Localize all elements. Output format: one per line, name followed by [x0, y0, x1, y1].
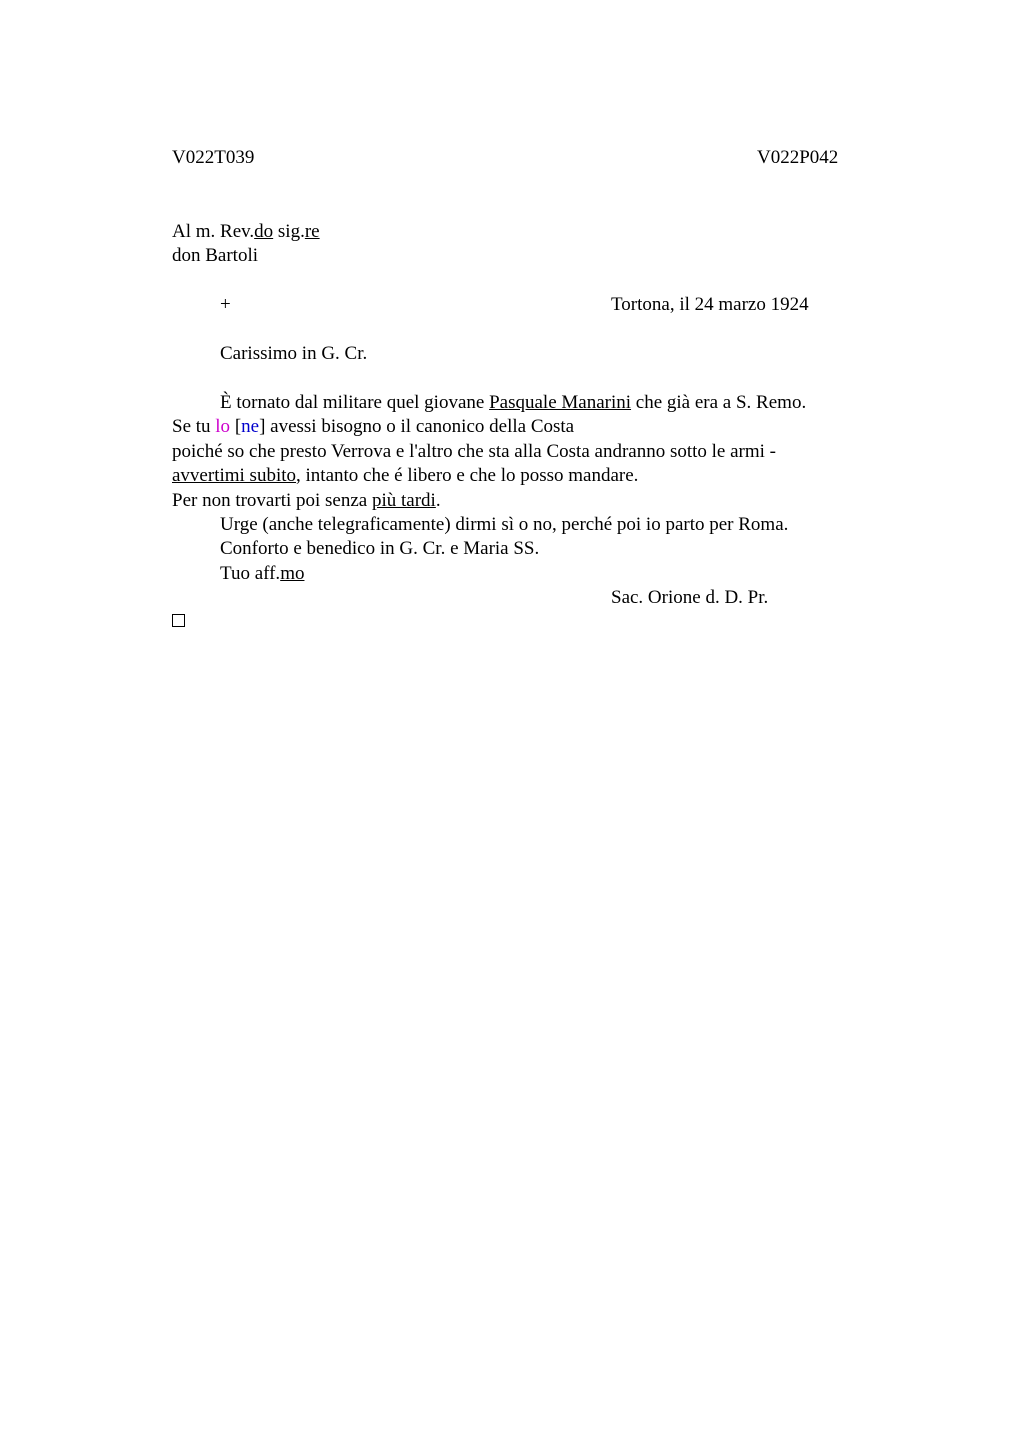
address-superscript-re: re [304, 221, 320, 242]
salutation: Carissimo in G. Cr. [220, 343, 368, 364]
body-line-1 [220, 391, 806, 415]
body-line-7: Conforto e benedico in G. Cr. e Maria SS. [220, 538, 540, 559]
body-text: [ [230, 416, 242, 437]
place-date: Tortona, il 24 marzo 1924 [611, 294, 809, 315]
body-line-3: poiché so che presto Verrova e l'altro che sta alla Costa andranno sotto le armi - [172, 441, 777, 462]
underlined-name: Pasquale Manarini [489, 392, 632, 413]
address-superscript-do: do [254, 221, 274, 242]
signature: Sac. Orione d. D. Pr. [611, 587, 769, 608]
body-line-4 [172, 464, 638, 488]
address-line-2: don Bartoli [172, 245, 259, 266]
document-code-left: V022T039 [172, 147, 255, 168]
body-text: , intanto che é libero e che lo posso mandare. [296, 465, 639, 486]
body-text: È tornato dal militare quel giovane [220, 392, 490, 413]
body-line-2 [172, 415, 574, 439]
body-text: Se tu [172, 416, 216, 437]
body-text: Tuo aff. [220, 563, 281, 584]
document-code-right: V022P042 [757, 147, 839, 168]
inserted-word: ne [241, 416, 260, 437]
underlined-phrase: più tardi [371, 490, 436, 511]
address-text: sig. [273, 221, 305, 242]
checkbox-glyph-icon [172, 614, 185, 627]
body-text: . [435, 490, 441, 511]
body-text: Per non trovarti poi senza [172, 490, 372, 511]
deleted-word: lo [215, 416, 231, 437]
body-text: ] avessi bisogno o il canonico della Costa [259, 416, 575, 437]
underlined-superscript: mo [280, 563, 305, 584]
body-text: che già era a S. Remo. [631, 392, 807, 413]
address-text: Al m. Rev. [172, 221, 255, 242]
body-line-6: Urge (anche telegraficamente) dirmi sì o no, perché poi io parto per Roma. [220, 514, 789, 535]
underlined-phrase: avvertimi subito [172, 465, 297, 486]
cross-mark: + [220, 294, 231, 315]
body-line-5 [172, 489, 441, 513]
address-line-1 [172, 220, 320, 244]
closing-line [220, 562, 304, 586]
